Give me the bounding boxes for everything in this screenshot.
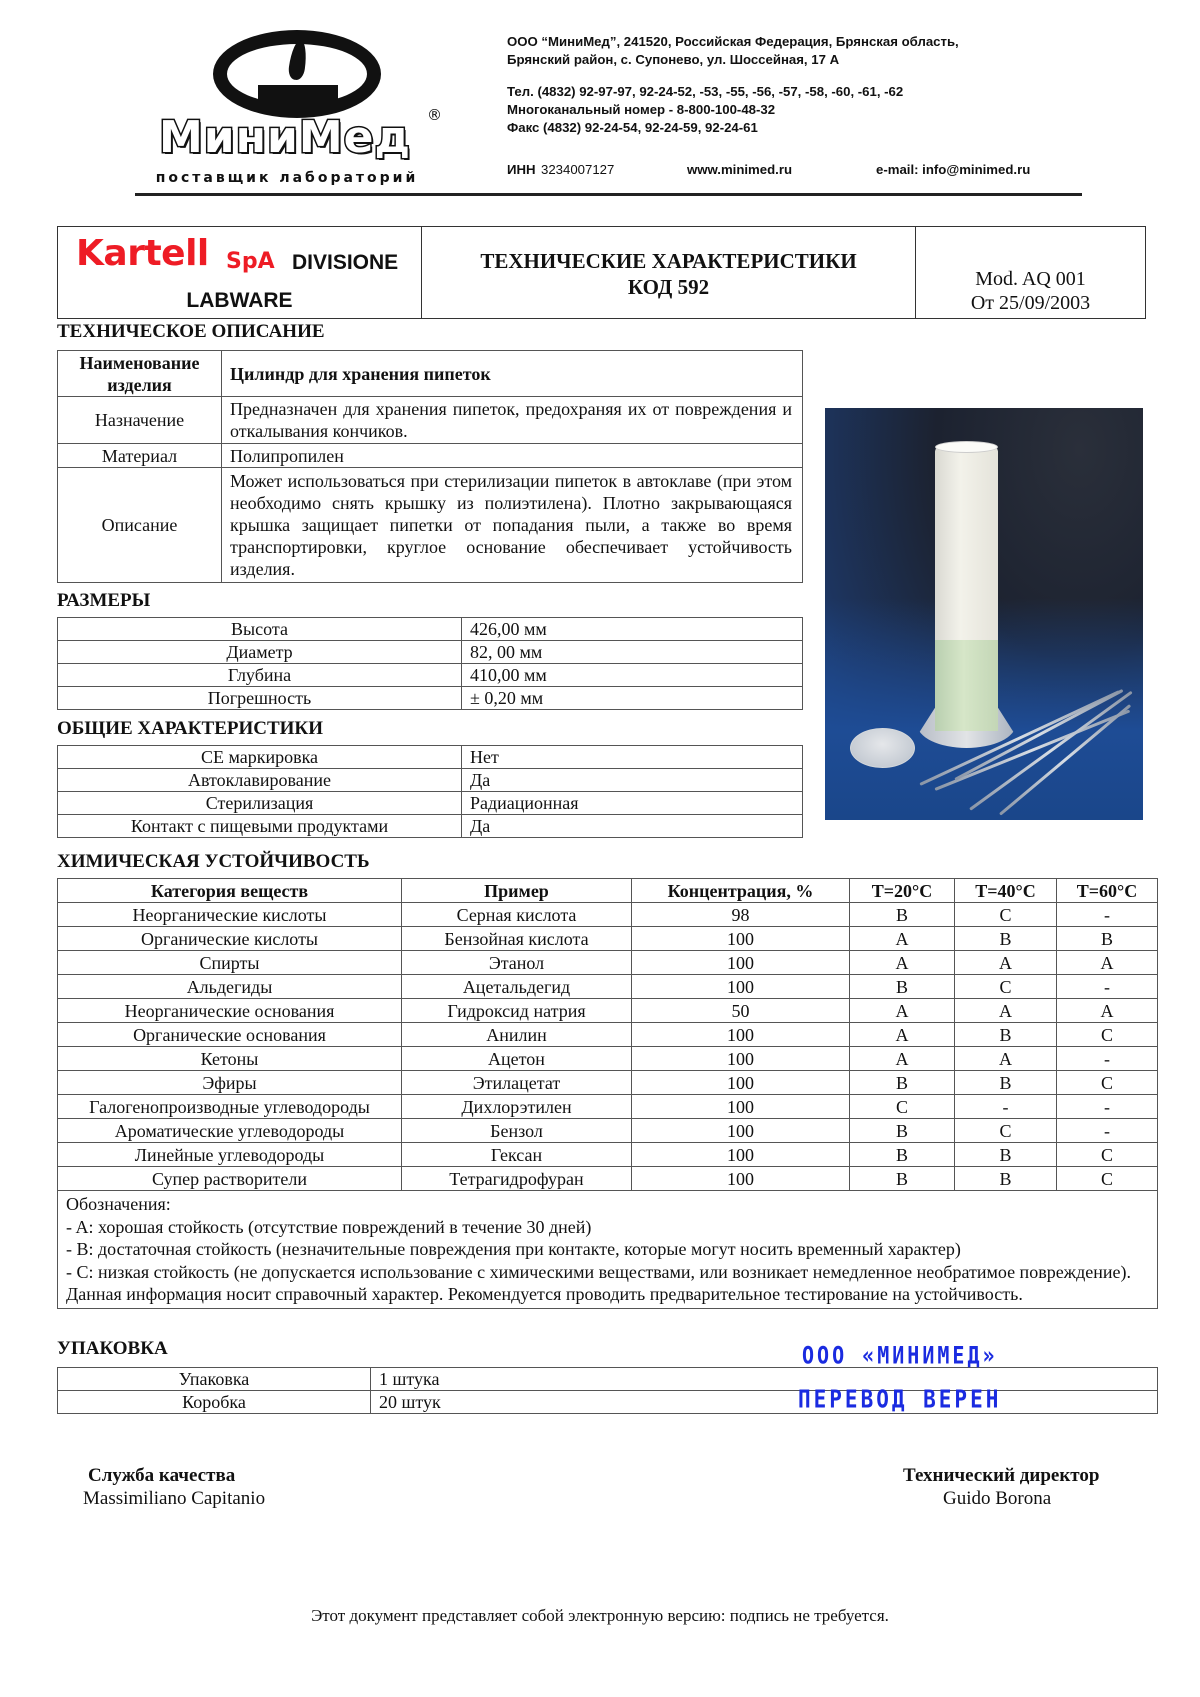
cell-concentration: 100 — [632, 951, 850, 975]
logo-wordmark: МиниМед — [158, 112, 411, 163]
cell-t60: - — [1057, 1095, 1158, 1119]
cell-concentration: 100 — [632, 1047, 850, 1071]
cell-example: Дихлорэтилен — [402, 1095, 632, 1119]
row-label: Автоклавирование — [58, 769, 462, 792]
signature-name: Guido Borona — [943, 1488, 1052, 1509]
cell-category: Эфиры — [58, 1071, 402, 1095]
cell-t40: C — [955, 1119, 1057, 1143]
logo-burner-icon — [258, 85, 338, 109]
cell-t60: C — [1057, 1143, 1158, 1167]
table-row — [58, 1167, 1158, 1191]
section-title-chemical: ХИМИЧЕСКАЯ УСТОЙЧИВОСТЬ — [57, 851, 370, 872]
cell-t60: - — [1057, 1119, 1158, 1143]
legend-b: - B: достаточная стойкость (незначительные повреждения при контакте, которые могут носить временный характер) — [66, 1239, 961, 1259]
minimed-logo — [135, 30, 445, 190]
cell-t60: - — [1057, 1047, 1158, 1071]
title-line: ТЕХНИЧЕСКИЕ ХАРАКТЕРИСТИКИ — [480, 249, 857, 273]
cell-concentration: 100 — [632, 927, 850, 951]
row-value: 82, 00 мм — [462, 641, 803, 664]
row-label: Стерилизация — [58, 792, 462, 815]
cell-category: Галогенопроизводные углеводороды — [58, 1095, 402, 1119]
table-row — [58, 769, 803, 792]
section-title-description: ТЕХНИЧЕСКОЕ ОПИСАНИЕ — [57, 321, 325, 342]
cylinder-rim — [935, 441, 998, 453]
table-row — [58, 468, 803, 583]
cell-t40: B — [955, 1167, 1057, 1191]
row-value: 410,00 мм — [462, 664, 803, 687]
cell-t20: A — [850, 1047, 955, 1071]
cell-example: Ацетон — [402, 1047, 632, 1071]
cell-example: Этилацетат — [402, 1071, 632, 1095]
table-row — [58, 1095, 1158, 1119]
row-value: Да — [462, 769, 803, 792]
cylinder-lid — [850, 728, 915, 768]
electronic-version-note: Этот документ представляет собой электронную версию: подпись не требуется. — [311, 1606, 889, 1625]
revision-date: От 25/09/2003 — [970, 292, 1091, 314]
table-row — [58, 746, 803, 769]
disclaimer: Данная информация носит справочный характер. Рекомендуется проводить предварительное тестирование на устойчивость. — [66, 1284, 1023, 1304]
cell-t60: C — [1057, 1071, 1158, 1095]
cell-category: Органические основания — [58, 1023, 402, 1047]
cell-t40: B — [955, 1023, 1057, 1047]
logo-tagline: поставщик лабораторий — [155, 170, 419, 186]
cell-t60: B — [1057, 927, 1158, 951]
table-row — [58, 397, 803, 444]
cell-t20: B — [850, 1071, 955, 1095]
phone-line: Тел. (4832) 92-97-97, 92-24-52, -53, -55, -56, -57, -58, -60, -61, -62 — [507, 84, 904, 99]
row-label: СЕ маркировка — [58, 746, 462, 769]
cell-category: Линейные углеводороды — [58, 1143, 402, 1167]
cell-t20: B — [850, 1143, 955, 1167]
email-link[interactable]: e-mail: info@minimed.ru — [876, 162, 1031, 177]
cylinder-lower — [935, 640, 998, 731]
cell-t60: C — [1057, 1023, 1158, 1047]
table-row — [58, 951, 1158, 975]
registered-mark: ® — [427, 106, 442, 124]
row-label: Погрешность — [58, 687, 462, 710]
cell-example: Бензол — [402, 1119, 632, 1143]
cell-category: Альдегиды — [58, 975, 402, 999]
cell-t20: A — [850, 951, 955, 975]
table-row — [58, 1023, 1158, 1047]
kartell-logo: Kartell — [76, 233, 209, 274]
cell-t40: B — [955, 927, 1057, 951]
table-row — [58, 618, 803, 641]
row-label: Наименование изделия — [58, 351, 222, 397]
row-label: Глубина — [58, 664, 462, 687]
legend-cell — [58, 1191, 1158, 1309]
row-value: 426,00 мм — [462, 618, 803, 641]
cell-concentration: 100 — [632, 1023, 850, 1047]
website-link[interactable]: www.minimed.ru — [687, 162, 793, 177]
dimensions-table — [57, 617, 803, 710]
cell-t60: A — [1057, 951, 1158, 975]
column-header: T=20°C — [850, 879, 955, 903]
row-value: ± 0,20 мм — [462, 687, 803, 710]
mod-number: Mod. AQ 001 — [975, 268, 1086, 290]
revision-cell — [916, 227, 1145, 318]
table-row — [58, 351, 803, 397]
cell-t60: C — [1057, 1167, 1158, 1191]
chemical-rows — [58, 903, 1158, 1191]
legend-row — [58, 1191, 1158, 1309]
row-label: Материал — [58, 444, 222, 468]
table-row — [58, 641, 803, 664]
kartell-spa: SpA — [226, 249, 275, 274]
row-value: Полипропилен — [222, 444, 803, 468]
cell-concentration: 100 — [632, 975, 850, 999]
table-row — [58, 815, 803, 838]
row-label: Описание — [58, 468, 222, 583]
cell-t60: - — [1057, 975, 1158, 999]
cell-example: Этанол — [402, 951, 632, 975]
table-row — [58, 1143, 1158, 1167]
cell-example: Серная кислота — [402, 903, 632, 927]
stamp-translation-verified: ПЕРЕВОД ВЕРЕН — [798, 1384, 1002, 1414]
row-value: Да — [462, 815, 803, 838]
cell-example: Тетрагидрофуран — [402, 1167, 632, 1191]
cell-t60: - — [1057, 903, 1158, 927]
cell-concentration: 98 — [632, 903, 850, 927]
cell-category: Неорганические основания — [58, 999, 402, 1023]
row-label: Контакт с пищевыми продуктами — [58, 815, 462, 838]
row-label: Назначение — [58, 397, 222, 444]
stamp-company: ООО «МИНИМЕД» — [802, 1340, 998, 1370]
cell-example: Гидроксид натрия — [402, 999, 632, 1023]
legend-c: - C: низкая стойкость (не допускается использование с химическими веществами, или возникает немедленное необратимое повреждение). — [66, 1261, 1132, 1282]
cell-example: Анилин — [402, 1023, 632, 1047]
cell-category: Органические кислоты — [58, 927, 402, 951]
legend-title: Обозначения: — [66, 1194, 171, 1214]
cell-example: Бензойная кислота — [402, 927, 632, 951]
column-header: T=40°C — [955, 879, 1057, 903]
cell-t20: B — [850, 1167, 955, 1191]
cell-t40: - — [955, 1095, 1057, 1119]
row-label: Высота — [58, 618, 462, 641]
chemical-resistance-table — [57, 878, 1158, 1309]
table-row — [58, 999, 1158, 1023]
table-row — [58, 1047, 1158, 1071]
cell-category: Спирты — [58, 951, 402, 975]
general-table — [57, 745, 803, 838]
kartell-brand-cell — [58, 227, 422, 318]
cell-t40: A — [955, 951, 1057, 975]
table-row — [58, 1119, 1158, 1143]
title-block — [57, 226, 1146, 319]
division-label: DIVISIONE — [292, 251, 399, 274]
table-row — [58, 664, 803, 687]
address-line: ООО “МиниМед”, 241520, Российская Федерация, Брянская область, — [507, 34, 959, 49]
row-value: Предназначен для хранения пипеток, предохраняя их от повреждения и откалывания кончиков. — [222, 397, 803, 444]
table-row — [58, 927, 1158, 951]
cell-t40: C — [955, 903, 1057, 927]
cell-t20: B — [850, 975, 955, 999]
column-header: T=60°C — [1057, 879, 1158, 903]
cell-t40: A — [955, 1047, 1057, 1071]
table-row — [58, 687, 803, 710]
cell-category: Супер растворители — [58, 1167, 402, 1191]
cell-concentration: 50 — [632, 999, 850, 1023]
section-title-packaging: УПАКОВКА — [57, 1338, 168, 1359]
cell-t40: A — [955, 999, 1057, 1023]
table-header-row — [58, 879, 1158, 903]
cell-t20: B — [850, 1119, 955, 1143]
cell-concentration: 100 — [632, 1071, 850, 1095]
table-row — [58, 903, 1158, 927]
signature-name: Massimiliano Capitanio — [83, 1488, 266, 1509]
section-title-general: ОБЩИЕ ХАРАКТЕРИСТИКИ — [57, 718, 323, 739]
table-row — [58, 444, 803, 468]
row-label: Коробка — [58, 1391, 371, 1414]
product-code: КОД 592 — [627, 275, 710, 299]
cell-t20: B — [850, 903, 955, 927]
fax-line: Факс (4832) 92-24-54, 92-24-59, 92-24-61 — [507, 120, 758, 135]
inn-label: ИНН — [507, 162, 536, 177]
multichannel-line: Многоканальный номер - 8-800-100-48-32 — [507, 102, 776, 117]
cell-category: Кетоны — [58, 1047, 402, 1071]
cell-t40: B — [955, 1143, 1057, 1167]
row-value: Нет — [462, 746, 803, 769]
cell-category: Ароматические углеводороды — [58, 1119, 402, 1143]
header-divider — [135, 193, 1082, 196]
row-value: 20 штук — [371, 1391, 1158, 1414]
cell-t60: A — [1057, 999, 1158, 1023]
row-value: Может использоваться при стерилизации пипеток в автоклаве (при этом необходимо снять крышку из полиэтилена). Плотно закрывающаяся крышка защищает пипетки от попадания пыли, а также во время транспортировки, круглое основание обеспечивает устойчивость изделия. — [222, 468, 803, 583]
cell-concentration: 100 — [632, 1167, 850, 1191]
cell-t20: A — [850, 927, 955, 951]
company-contacts — [507, 33, 959, 137]
cell-t20: A — [850, 999, 955, 1023]
inn-value: 3234007127 — [541, 162, 615, 177]
address-line: Брянский район, с. Супонево, ул. Шоссейная, 17 А — [507, 52, 840, 67]
description-table — [57, 350, 803, 583]
legend-a: - A: хорошая стойкость (отсутствие повреждений в течение 30 дней) — [66, 1216, 592, 1237]
signature-role: Технический директор — [903, 1465, 1100, 1486]
product-name: Цилиндр для хранения пипеток — [222, 351, 803, 397]
row-value: 1 штука — [371, 1368, 1158, 1391]
cell-t40: C — [955, 975, 1057, 999]
column-header: Пример — [402, 879, 632, 903]
section-title-dimensions: РАЗМЕРЫ — [57, 590, 151, 611]
cell-t20: A — [850, 1023, 955, 1047]
labware-label: LABWARE — [186, 289, 293, 312]
row-label: Упаковка — [58, 1368, 371, 1391]
cell-example: Ацетальдегид — [402, 975, 632, 999]
cell-concentration: 100 — [632, 1095, 850, 1119]
cell-t20: C — [850, 1095, 955, 1119]
cell-concentration: 100 — [632, 1143, 850, 1167]
cell-concentration: 100 — [632, 1119, 850, 1143]
cell-example: Гексан — [402, 1143, 632, 1167]
signature-quality — [83, 1464, 266, 1510]
column-header: Концентрация, % — [632, 879, 850, 903]
cell-t40: B — [955, 1071, 1057, 1095]
signature-technical-director — [903, 1464, 1099, 1510]
column-header: Категория веществ — [58, 879, 402, 903]
cell-category: Неорганические кислоты — [58, 903, 402, 927]
row-value: Радиационная — [462, 792, 803, 815]
document-title — [422, 227, 916, 318]
table-row — [58, 792, 803, 815]
table-row — [58, 975, 1158, 999]
signature-role: Служба качества — [88, 1465, 236, 1486]
product-photo — [825, 408, 1143, 820]
table-row — [58, 1071, 1158, 1095]
row-label: Диаметр — [58, 641, 462, 664]
